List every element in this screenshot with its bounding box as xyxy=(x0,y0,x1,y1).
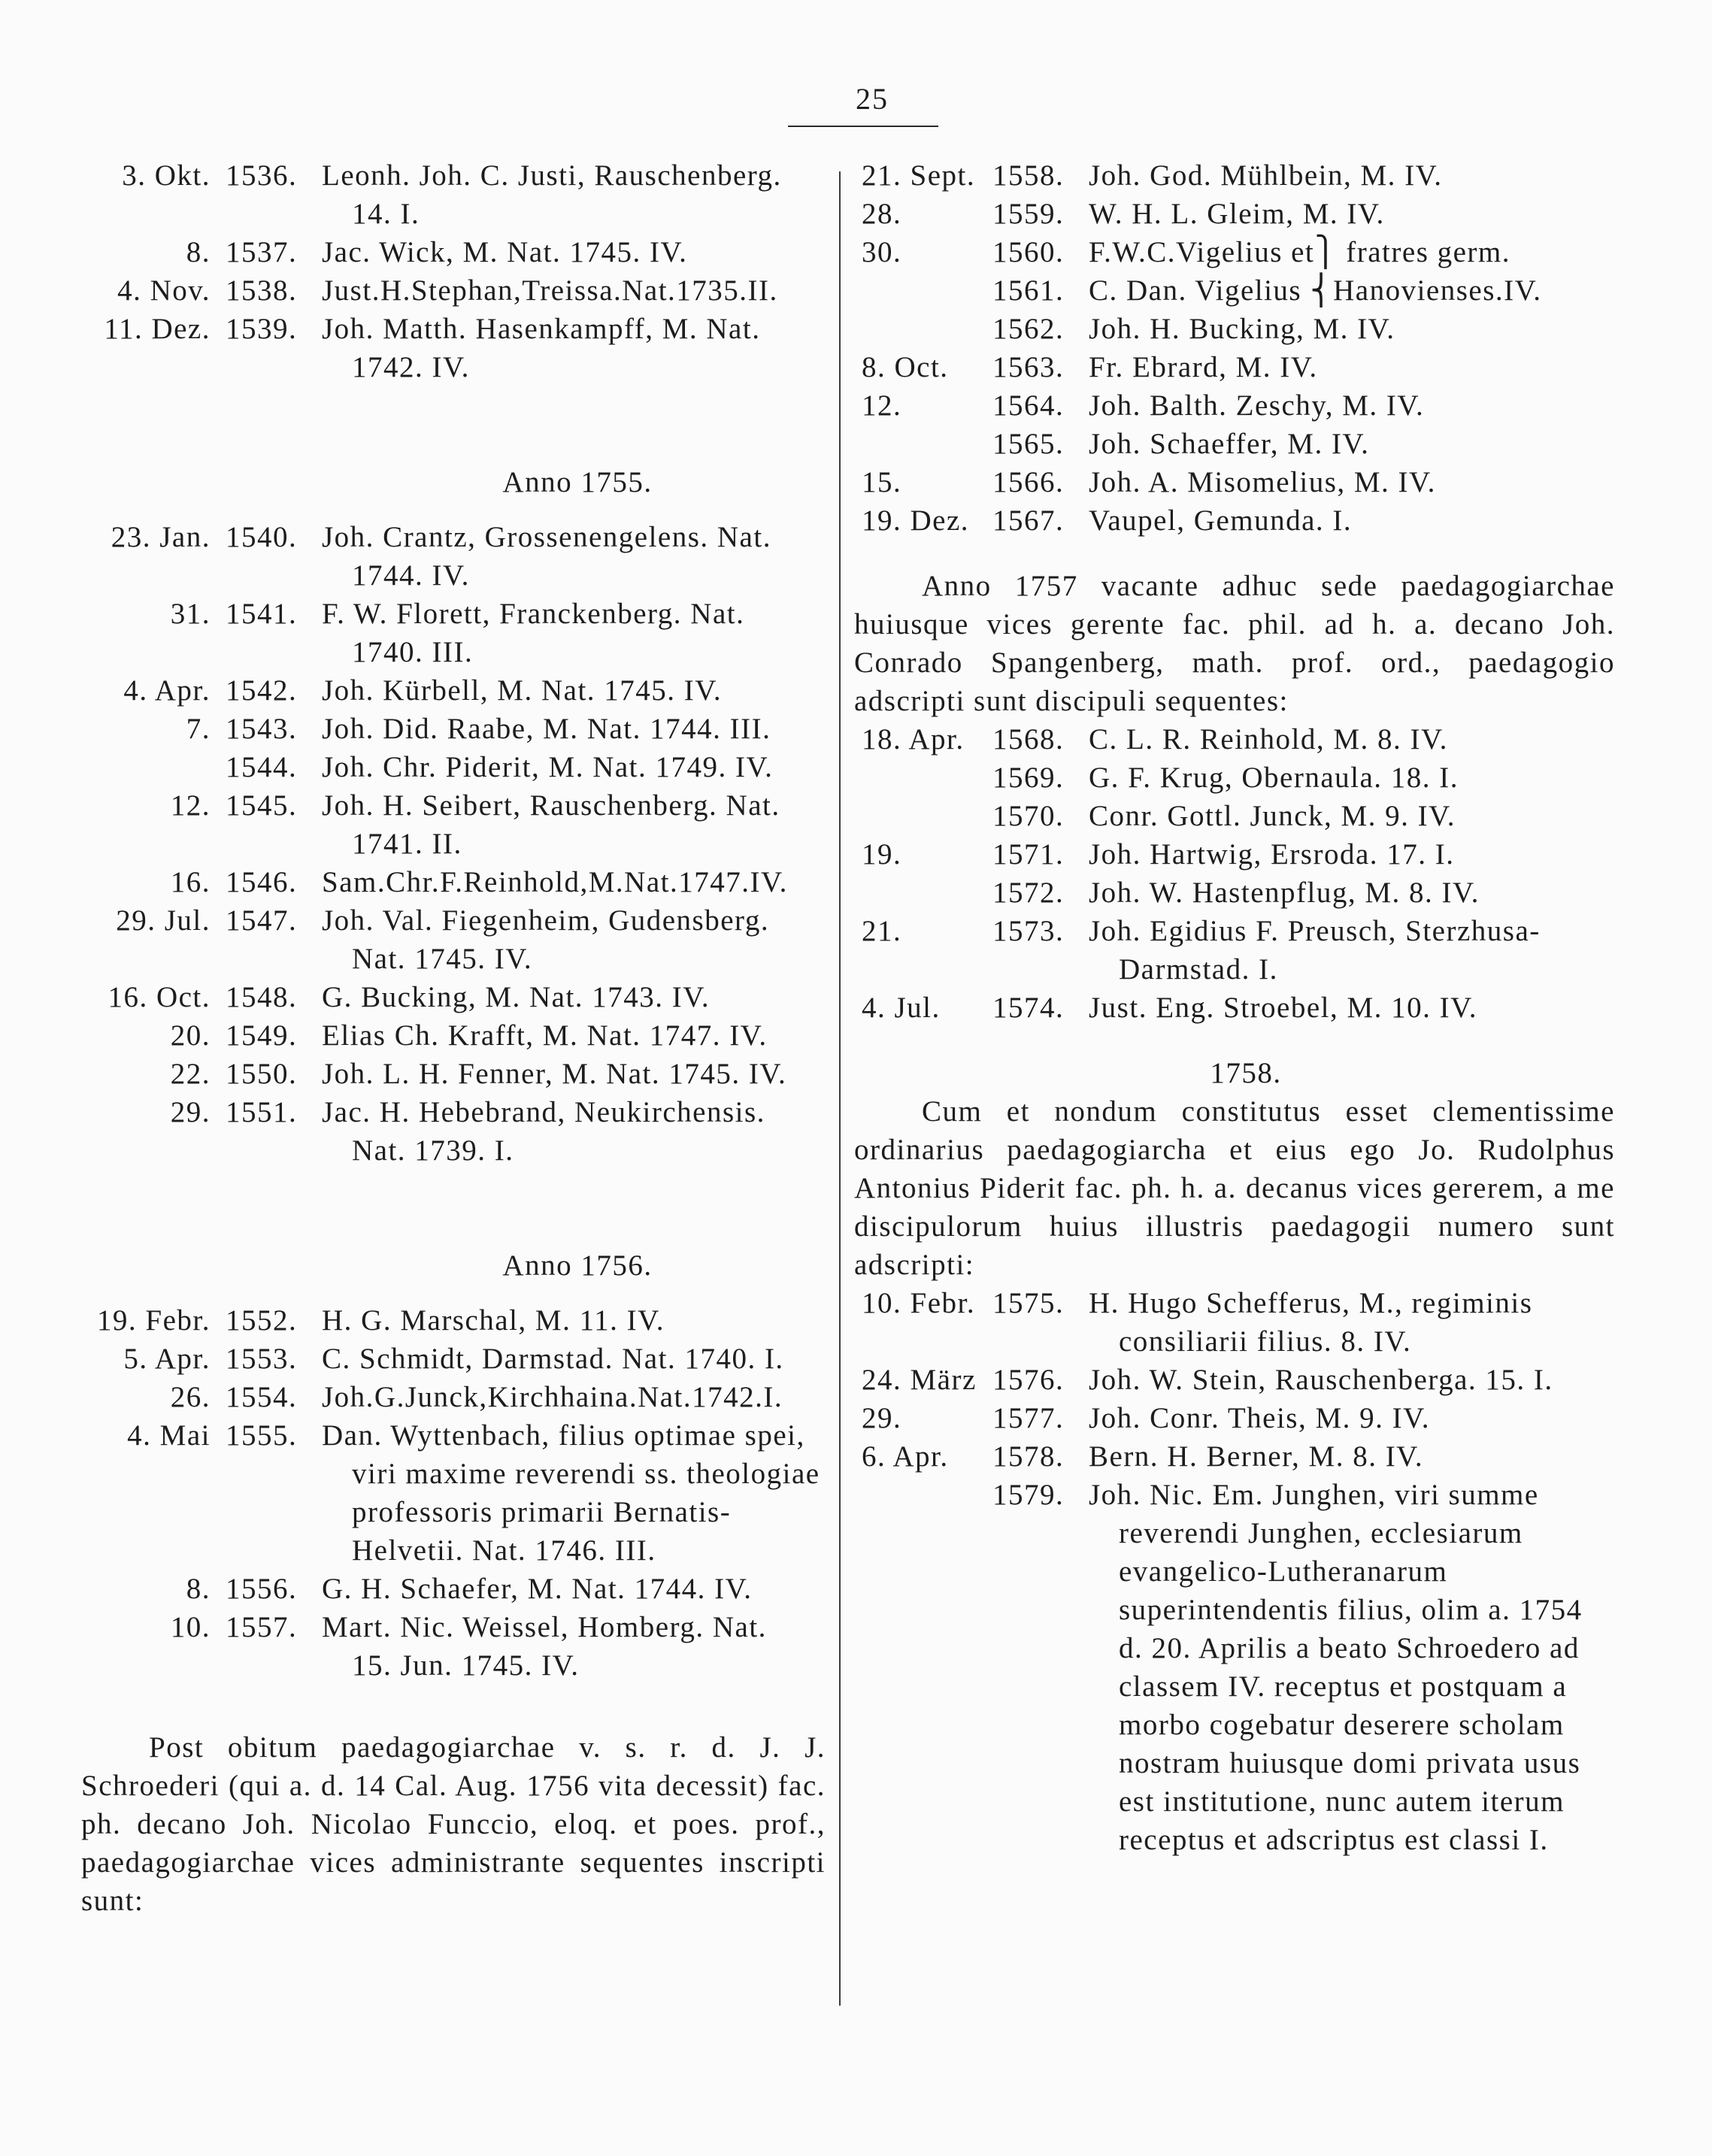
entry-date: 20. xyxy=(170,1019,211,1052)
entry-number: 1554. xyxy=(226,1381,298,1413)
register-entry xyxy=(81,271,826,310)
register-entry xyxy=(854,233,1615,271)
entry-number: 1568. xyxy=(992,723,1065,756)
entry-number: 1574. xyxy=(992,992,1065,1024)
entries-block-1755 xyxy=(81,518,826,1170)
paragraph-1758: Cum et nondum constitutus esset clementissime ordinarius paedagogiarcha et eius ego Jo. Rudolphus Antonius Piderit fac. ph. h. a. decanus vices gererem, a me discipulorum huius illustris paedagogii numero sunt adscripti: xyxy=(854,1095,1615,1281)
entry-name xyxy=(854,271,1615,310)
entry-date: 29. xyxy=(170,1096,211,1128)
entry-text: Fr. Ebrard, M. IV. xyxy=(1089,351,1318,383)
entry-number: 1549. xyxy=(226,1019,298,1052)
entry-number: 1562. xyxy=(992,313,1065,345)
entry-date: 8. Oct. xyxy=(862,351,949,383)
entry-text: Joh. Hartwig, Ersroda. 17. I. xyxy=(1089,838,1455,871)
entry-date: 4. Nov. xyxy=(117,274,211,307)
register-entry xyxy=(81,310,826,386)
register-entry xyxy=(854,835,1615,874)
entry-text: Joh.G.Junck,Kirchhaina.Nat.1742.I. xyxy=(322,1381,783,1413)
entry-text: G. H. Schaefer, M. Nat. 1744. IV. xyxy=(322,1573,753,1605)
register-entry xyxy=(854,348,1615,386)
entry-date: 23. Jan. xyxy=(111,521,211,553)
entry-text: C. Dan. Vigelius ⎨Hanovienses.IV. xyxy=(1089,274,1542,307)
page-number: 25 xyxy=(856,82,889,116)
entry-text: Jac. H. Hebebrand, Neukirchensis. xyxy=(322,1096,765,1128)
entry-continuation: Nat. 1739. I. xyxy=(352,1134,514,1167)
register-entry xyxy=(81,1570,826,1608)
entry-number: 1570. xyxy=(992,800,1065,832)
register-entry xyxy=(854,759,1615,797)
entry-text: F.W.C.Vigelius et⎫ fratres germ. xyxy=(1089,236,1510,268)
entry-date: 4. Apr. xyxy=(123,674,211,707)
column-divider xyxy=(839,171,841,2006)
entry-text: W. H. L. Gleim, M. IV. xyxy=(1089,198,1385,230)
register-entry xyxy=(854,989,1615,1027)
register-entry xyxy=(81,518,826,595)
register-entry xyxy=(854,310,1615,348)
header-rule xyxy=(788,126,938,127)
entry-text: Vaupel, Gemunda. I. xyxy=(1089,504,1353,537)
entry-text: Joh. A. Misomelius, M. IV. xyxy=(1089,466,1436,498)
entries-block-1 xyxy=(81,156,826,386)
register-entry xyxy=(854,874,1615,912)
entry-text: Joh. Crantz, Grossenengelens. Nat. xyxy=(322,521,771,553)
entry-number: 1538. xyxy=(226,274,298,307)
entry-number: 1564. xyxy=(992,389,1065,422)
entry-date: 24. März xyxy=(862,1364,977,1396)
entry-date: 8. xyxy=(186,1573,211,1605)
entry-name xyxy=(854,797,1615,835)
entry-date: 7. xyxy=(186,713,211,745)
entry-continuation: consiliarii filius. 8. IV. xyxy=(1119,1325,1412,1358)
entry-text: Just.H.Stephan,Treissa.Nat.1735.II. xyxy=(322,274,778,307)
entry-date: 30. xyxy=(862,236,902,268)
entry-continuation: Nat. 1745. IV. xyxy=(352,943,533,975)
entry-date: 31. xyxy=(170,598,211,630)
entry-text: Joh. God. Mühlbein, M. IV. xyxy=(1089,159,1443,192)
entry-number: 1542. xyxy=(226,674,298,707)
entry-date: 16. Oct. xyxy=(108,981,211,1013)
register-entry xyxy=(81,1301,826,1340)
entry-continuation: 15. Jun. 1745. IV. xyxy=(352,1649,580,1682)
entry-date: 15. xyxy=(862,466,902,498)
entry-text: Joh. W. Stein, Rauschenberga. 15. I. xyxy=(1089,1364,1553,1396)
entry-date: 19. xyxy=(862,838,902,871)
entry-number: 1551. xyxy=(226,1096,298,1128)
register-entry xyxy=(81,671,826,710)
register-entry xyxy=(81,1093,826,1170)
register-entry xyxy=(81,901,826,978)
entry-text: C. Schmidt, Darmstad. Nat. 1740. I. xyxy=(322,1343,784,1375)
entry-continuation: 1742. IV. xyxy=(352,351,470,383)
entry-text: C. L. R. Reinhold, M. 8. IV. xyxy=(1089,723,1448,756)
entry-number: 1559. xyxy=(992,198,1065,230)
entry-date: 4. Mai xyxy=(127,1419,211,1452)
entry-text: Joh. Conr. Theis, M. 9. IV. xyxy=(1089,1402,1431,1434)
entry-number: 1540. xyxy=(226,521,298,553)
entry-number: 1578. xyxy=(992,1440,1065,1473)
register-entry xyxy=(854,501,1615,540)
entries-block-1756-continued xyxy=(854,156,1615,540)
entry-number: 1566. xyxy=(992,466,1065,498)
entry-number: 1579. xyxy=(992,1479,1065,1511)
entry-text: Dan. Wyttenbach, filius optimae spei, xyxy=(322,1419,805,1452)
entry-date: 11. Dez. xyxy=(104,313,211,345)
entry-number: 1569. xyxy=(992,762,1065,794)
entry-number: 1577. xyxy=(992,1402,1065,1434)
entry-date: 10. Febr. xyxy=(862,1287,976,1319)
register-entry xyxy=(854,720,1615,759)
entry-text: G. Bucking, M. Nat. 1743. IV. xyxy=(322,981,711,1013)
right-column xyxy=(854,156,1615,1859)
entry-date: 26. xyxy=(170,1381,211,1413)
entry-text: Leonh. Joh. C. Justi, Rauschenberg. xyxy=(322,159,782,192)
paragraph-anno-1757: Anno 1757 vacante adhuc sede paedagogiarchae huiusque vices gerente fac. phil. ad h. a. decano Joh. Conrado Spangenberg, math. prof. ord., paedagogio adscripti sunt discipuli sequentes: xyxy=(854,570,1615,717)
entry-number: 1546. xyxy=(226,866,298,898)
register-entry xyxy=(81,1055,826,1093)
entry-number: 1572. xyxy=(992,877,1065,909)
entry-date: 21. Sept. xyxy=(862,159,976,192)
register-entry xyxy=(81,978,826,1016)
entry-continuation: 1744. IV. xyxy=(352,559,470,592)
register-entry xyxy=(81,748,826,786)
entry-number: 1575. xyxy=(992,1287,1065,1319)
entry-number: 1573. xyxy=(992,915,1065,947)
register-entry xyxy=(854,912,1615,989)
entry-text: Mart. Nic. Weissel, Homberg. Nat. xyxy=(322,1611,767,1643)
entry-name xyxy=(854,759,1615,797)
register-entry xyxy=(854,1399,1615,1437)
entry-continuation: viri maxime reverendi ss. theologiae professoris primarii Bernatis-Helvetii. Nat. 1746. III. xyxy=(352,1458,820,1567)
entry-continuation: 14. I. xyxy=(352,198,420,230)
entry-date: 28. xyxy=(862,198,902,230)
register-entry xyxy=(81,1340,826,1378)
left-column xyxy=(81,156,826,1920)
entry-text: Just. Eng. Stroebel, M. 10. IV. xyxy=(1089,992,1478,1024)
entry-number: 1543. xyxy=(226,713,298,745)
entry-text: Joh. Egidius F. Preusch, Sterzhusa- xyxy=(1089,915,1541,947)
register-entry xyxy=(854,271,1615,310)
entry-number: 1536. xyxy=(226,159,298,192)
register-entry xyxy=(81,1016,826,1055)
entry-number: 1552. xyxy=(226,1304,298,1337)
entry-continuation: Darmstad. I. xyxy=(1119,953,1278,986)
closing-paragraph: Post obitum paedagogiarchae v. s. r. d. J. J. Schroederi (qui a. d. 14 Cal. Aug. 1756 vita decessit) fac. ph. decano Joh. Nicolao Funccio, eloq. et poes. prof., paedagogiarchae vices administrante sequentes inscripti sunt: xyxy=(81,1731,826,1917)
register-entry xyxy=(854,1476,1615,1859)
entries-block-1756 xyxy=(81,1301,826,1685)
entry-number: 1558. xyxy=(992,159,1065,192)
register-entry xyxy=(854,425,1615,463)
entry-number: 1544. xyxy=(226,751,298,783)
entries-block-1757 xyxy=(854,720,1615,1027)
entry-text: Joh. Kürbell, M. Nat. 1745. IV. xyxy=(322,674,723,707)
entry-text: Conr. Gottl. Junck, M. 9. IV. xyxy=(1089,800,1456,832)
entry-date: 29. Jul. xyxy=(116,904,211,937)
entry-number: 1557. xyxy=(226,1611,298,1643)
register-entry xyxy=(854,463,1615,501)
entry-date: 6. Apr. xyxy=(862,1440,949,1473)
entry-date: 21. xyxy=(862,915,902,947)
heading-anno-1755: Anno 1755. xyxy=(502,466,653,498)
entry-text: Joh. W. Hastenpflug, M. 8. IV. xyxy=(1089,877,1480,909)
entry-number: 1576. xyxy=(992,1364,1065,1396)
register-entry xyxy=(81,1608,826,1685)
entry-text: Joh. Did. Raabe, M. Nat. 1744. III. xyxy=(322,713,771,745)
register-entry xyxy=(81,786,826,863)
register-entry xyxy=(81,233,826,271)
register-entry xyxy=(854,1361,1615,1399)
entry-number: 1560. xyxy=(992,236,1065,268)
entry-number: 1553. xyxy=(226,1343,298,1375)
entry-continuation: 1741. II. xyxy=(352,828,462,860)
register-entry xyxy=(854,386,1615,425)
entry-text: Joh. L. H. Fenner, M. Nat. 1745. IV. xyxy=(322,1058,787,1090)
entry-text: G. F. Krug, Obernaula. 18. I. xyxy=(1089,762,1459,794)
entry-name xyxy=(854,425,1615,463)
entry-date: 4. Jul. xyxy=(862,992,941,1024)
entry-number: 1550. xyxy=(226,1058,298,1090)
entry-number: 1545. xyxy=(226,789,298,822)
entry-text: Joh. Val. Fiegenheim, Gudensberg. xyxy=(322,904,770,937)
entry-name xyxy=(854,874,1615,912)
entry-date: 29. xyxy=(862,1402,902,1434)
entries-block-1758 xyxy=(854,1284,1615,1859)
entry-date: 10. xyxy=(170,1611,211,1643)
entry-date: 19. Dez. xyxy=(862,504,970,537)
entry-number: 1541. xyxy=(226,598,298,630)
entry-number: 1567. xyxy=(992,504,1065,537)
entry-text: H. G. Marschal, M. 11. IV. xyxy=(322,1304,665,1337)
entry-text: Joh. Matth. Hasenkampff, M. Nat. xyxy=(322,313,761,345)
register-entry xyxy=(81,863,826,901)
entry-text: H. Hugo Schefferus, M., regiminis xyxy=(1089,1287,1533,1319)
entry-text: Elias Ch. Krafft, M. Nat. 1747. IV. xyxy=(322,1019,768,1052)
register-entry xyxy=(81,1416,826,1570)
register-entry xyxy=(81,595,826,671)
entry-continuation: 1740. III. xyxy=(352,636,474,668)
register-entry xyxy=(854,195,1615,233)
entry-text: Sam.Chr.F.Reinhold,M.Nat.1747.IV. xyxy=(322,866,788,898)
entry-date: 16. xyxy=(170,866,211,898)
entry-date: 5. Apr. xyxy=(123,1343,211,1375)
entry-name xyxy=(854,1476,1615,1859)
entry-name xyxy=(81,748,826,786)
entry-text: Joh. Chr. Piderit, M. Nat. 1749. IV. xyxy=(322,751,774,783)
entry-date: 19. Febr. xyxy=(96,1304,211,1337)
register-entry xyxy=(81,1378,826,1416)
register-entry xyxy=(854,1284,1615,1361)
entry-number: 1555. xyxy=(226,1419,298,1452)
heading-anno-1756: Anno 1756. xyxy=(502,1249,653,1282)
entry-date: 3. Okt. xyxy=(122,159,211,192)
entry-text: Joh. Nic. Em. Junghen, viri summe xyxy=(1089,1479,1539,1511)
heading-1758: 1758. xyxy=(1210,1057,1282,1089)
entry-number: 1561. xyxy=(992,274,1065,307)
entry-number: 1539. xyxy=(226,313,298,345)
entry-date: 22. xyxy=(170,1058,211,1090)
entry-date: 8. xyxy=(186,236,211,268)
entry-text: Bern. H. Berner, M. 8. IV. xyxy=(1089,1440,1424,1473)
entry-number: 1548. xyxy=(226,981,298,1013)
entry-date: 12. xyxy=(170,789,211,822)
entry-continuation: reverendi Junghen, ecclesiarum evangelico-Lutheranarum superintendentis filius, olim a. 1754 d. 20. Aprilis a beato Schroedero ad classem IV. receptus et postquam a morbo cogebatur deserere scholam nostram huiusque domi privata usus est institutione, nunc autem iterum receptus et adscriptus est classi I. xyxy=(1119,1517,1583,1856)
entry-text: Joh. H. Bucking, M. IV. xyxy=(1089,313,1395,345)
entry-name xyxy=(854,310,1615,348)
register-entry xyxy=(81,156,826,233)
register-entry xyxy=(854,797,1615,835)
entry-text: Jac. Wick, M. Nat. 1745. IV. xyxy=(322,236,688,268)
entry-number: 1563. xyxy=(992,351,1065,383)
entry-number: 1537. xyxy=(226,236,298,268)
entry-text: Joh. Balth. Zeschy, M. IV. xyxy=(1089,389,1425,422)
entry-date: 18. Apr. xyxy=(862,723,965,756)
entry-date: 12. xyxy=(862,389,902,422)
register-entry xyxy=(81,710,826,748)
entry-text: F. W. Florett, Franckenberg. Nat. xyxy=(322,598,745,630)
entry-number: 1547. xyxy=(226,904,298,937)
entry-number: 1565. xyxy=(992,428,1065,460)
entry-number: 1571. xyxy=(992,838,1065,871)
entry-text: Joh. Schaeffer, M. IV. xyxy=(1089,428,1370,460)
entry-text: Joh. H. Seibert, Rauschenberg. Nat. xyxy=(322,789,780,822)
register-entry xyxy=(854,156,1615,195)
entry-number: 1556. xyxy=(226,1573,298,1605)
register-entry xyxy=(854,1437,1615,1476)
